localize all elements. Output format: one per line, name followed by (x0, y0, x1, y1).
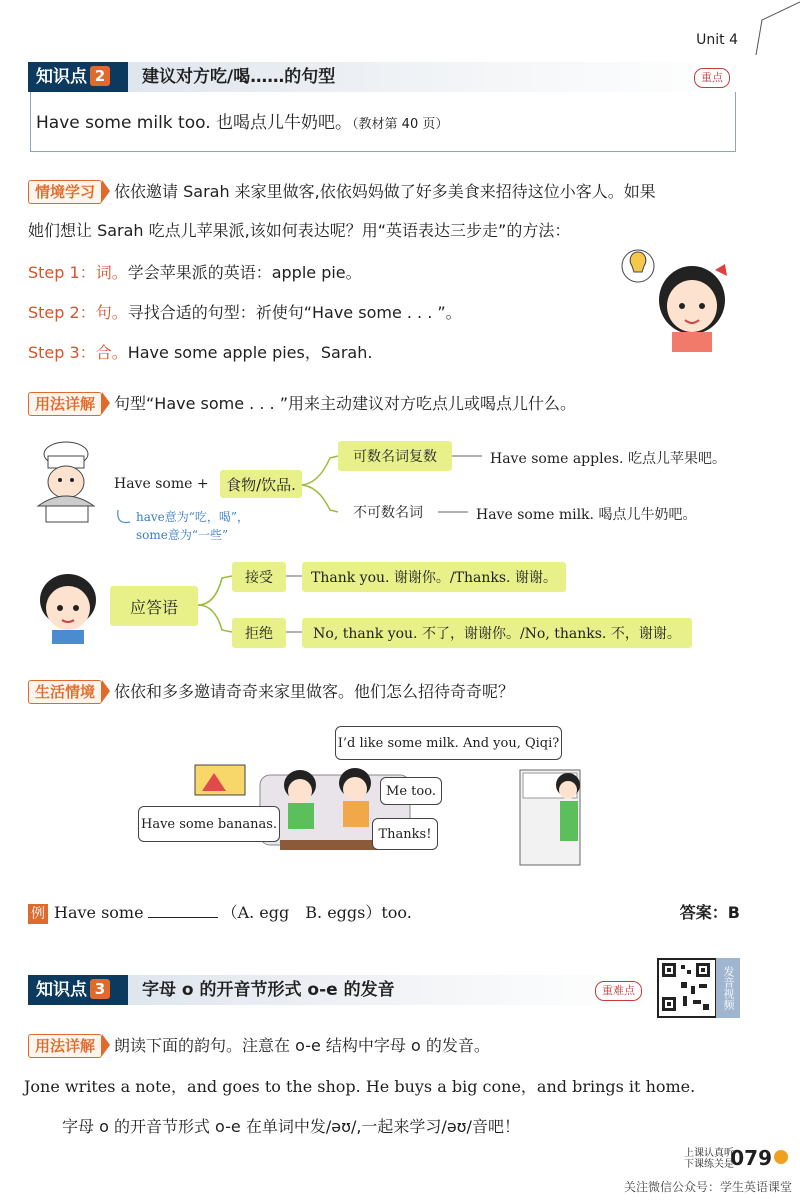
usage-tag: 用法详解 (28, 1034, 102, 1058)
food-drink-pill: 食物/饮品. (220, 470, 302, 498)
slogan-box: 上课认真听 下课练关是 (684, 1148, 734, 1170)
step-1: Step 1：词。学会苹果派的英语：apple pie。 (28, 263, 362, 282)
some-hint: some意为“一些” (136, 528, 229, 542)
chef-illustration (28, 440, 108, 525)
knowledge-point-tag: 知识点 2 (28, 62, 128, 92)
boy-illustration (34, 570, 104, 645)
pronunciation-video-label: 发音视频 (716, 958, 740, 1018)
bananas-bubble: Have some bananas. (138, 806, 280, 842)
final-sentence: 字母 o 的开音节形式 o-e 在单词中发/əʊ/,一起来学习/əʊ/音吧！ (62, 1117, 520, 1136)
situation-tag: 情境学习 (28, 180, 102, 204)
refuse-example-pill: No, thank you. 不了，谢谢你。/No, thanks. 不，谢谢。 (302, 618, 692, 648)
accept-pill: 接受 (232, 562, 286, 592)
knowledge-point-tag: 知识点 3 (28, 975, 128, 1005)
countable-example: Have some apples. 吃点儿苹果吧。 (490, 451, 726, 467)
qr-code-icon[interactable] (657, 958, 717, 1018)
wechat-footer: 关注微信公众号：学生英语课堂 (623, 1180, 792, 1194)
difficulty-badge: 重难点 (595, 981, 642, 1001)
uncountable-example: Have some milk. 喝点儿牛奶吧。 (476, 507, 697, 523)
example-question: 例 Have some （A. egg B. eggs）too. (28, 902, 412, 924)
life-section: 生活情境 依依和多多邀请奇奇来家里做客。他们怎么招待奇奇呢？ (28, 680, 514, 704)
example-tag: 例 (28, 904, 48, 924)
star-icon (774, 1150, 788, 1164)
usage-section-2: 用法详解 朗读下面的韵句。注意在 o-e 结构中字母 o 的发音。 (28, 1034, 490, 1058)
metoo-bubble: Me too. (380, 777, 442, 805)
answer-blank[interactable] (148, 917, 218, 918)
corner-decoration (750, 0, 800, 60)
accept-example-pill: Thank you. 谢谢你。/Thanks. 谢谢。 (302, 562, 566, 592)
step-2: Step 2：句。寻找合适的句型：祈使句“Have some . . . ”。 (28, 303, 462, 322)
have-hint: have意为“吃，喝”， (136, 510, 250, 524)
refuse-pill: 拒绝 (232, 618, 286, 648)
knowledge-point-2-header (28, 62, 736, 92)
countable-pill: 可数名词复数 (338, 441, 452, 471)
uncountable-pill: 不可数名词 (338, 497, 438, 527)
page-number: 079 (730, 1146, 772, 1170)
usage-section: 用法详解 句型“Have some . . . ”用来主动建议对方吃点儿或喝点儿什么。 (28, 392, 576, 416)
usage-tag: 用法详解 (28, 392, 102, 416)
situation-section: 情境学习 依依邀请 Sarah 来家里做客,依依妈妈做了好多美食来招待这位小客人。如果 (28, 180, 768, 204)
knowledge-point-title: 字母 o 的开音节形式 o-e 的发音 (128, 975, 648, 1005)
step-3: Step 3：合。Have some apple pies，Sarah. (28, 343, 373, 362)
key-sentence: Have some milk too. 也喝点儿牛奶吧。（教材第 40 页） (36, 113, 449, 133)
key-point-badge: 重点 (694, 68, 730, 88)
girl-idea-illustration (620, 238, 750, 353)
knowledge-point-title: 建议对方吃/喝……的句型 (128, 62, 738, 92)
reply-pill: 应答语 (110, 586, 198, 626)
example-answer: 答案：B (679, 903, 740, 922)
unit-label: Unit 4 (696, 32, 738, 48)
life-tag: 生活情境 (28, 680, 102, 704)
thanks-bubble: Thanks! (372, 818, 438, 850)
milk-bubble: I’d like some milk. And you, Qiqi? (335, 726, 562, 760)
situation-line-2: 她们想让 Sarah 吃点儿苹果派,该如何表达呢？用“英语表达三步走”的方法： (28, 221, 571, 240)
rhyme-sentence: Jone writes a note，and goes to the shop. He buys a big cone，and brings it home. (24, 1077, 696, 1096)
knowledge-point-3-header (28, 975, 648, 1005)
have-some-label: Have some + (114, 476, 209, 492)
